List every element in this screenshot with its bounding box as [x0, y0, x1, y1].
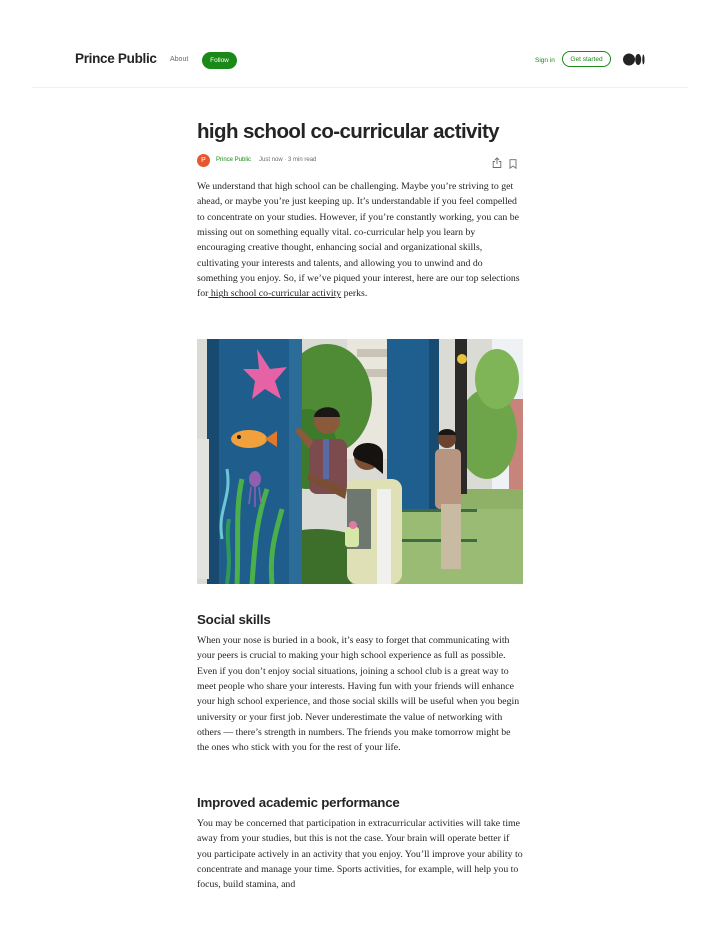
- get-started-button[interactable]: Get started: [562, 51, 611, 67]
- medium-logo-icon[interactable]: [623, 53, 645, 71]
- published-time: Just now: [259, 157, 283, 163]
- bookmark-icon[interactable]: [509, 156, 517, 174]
- share-icon[interactable]: [492, 155, 502, 173]
- post-meta: [259, 157, 316, 163]
- about-link[interactable]: About: [170, 56, 189, 63]
- author-avatar[interactable]: P: [197, 154, 210, 167]
- meta-separator: ·: [284, 157, 287, 163]
- hero-image: [197, 339, 523, 584]
- author-name[interactable]: Prince Public: [216, 157, 252, 163]
- section-paragraph-social-skills: When your nose is buried in a book, it’s easy to forget that communicating with your peers is crucial to making your high school experience as full as possible. Even if you don’t enjoy social situations, joining a school club is a great way to meet people who share your interests. Having fun with your friends will enhance your high school experience, and those social skills will be useful when you begin university or your first job. Never underestimate the value of networking with others — there’s strength in numbers. The friends you make tomorrow might be the ones who stick with you for the rest of your life.: [197, 635, 520, 754]
- read-time: 3 min read: [288, 157, 317, 163]
- follow-button[interactable]: Follow: [202, 52, 237, 69]
- section-paragraph-academic-performance: You may be concerned that participation in extracurricular activities will take time away from your studies, but this is not the case. Your brain will operate better if you participate actively in an activity that you enjoy. You’ll improve your ability to concentrate and manage your time. Sports activities, for example, will help you to focus, build stamina, and: [197, 818, 523, 891]
- intro-text-end: perks.: [341, 288, 368, 300]
- intro-text: We understand that high school can be challenging. Maybe you’re striving to get ahead, or maybe you’re just keeping up. It’s understandable if you feel compelled to concentrate on your studies. However, if you’re constantly working, you can be missing out on something equally vital. co-curricular help you learn by encouraging creative thought, enhancing social and organizational skills, cultivating your interests and talents, and allowing you to unwind and do something you enjoy. So, if we’ve piqued your interest, here are our top selections for: [197, 181, 520, 300]
- byline: [197, 153, 523, 169]
- intro-paragraph: [197, 179, 525, 302]
- publication-name[interactable]: Prince Public: [75, 51, 157, 66]
- section-heading-academic-performance: Improved academic performance: [197, 795, 400, 810]
- inline-link-cocurricular[interactable]: high school co-curricular activity: [208, 288, 342, 300]
- sign-in-link[interactable]: Sign in: [535, 57, 555, 64]
- section-heading-social-skills: Social skills: [197, 612, 271, 627]
- site-header: [32, 40, 688, 88]
- article-title: high school co-curricular activity: [197, 120, 499, 143]
